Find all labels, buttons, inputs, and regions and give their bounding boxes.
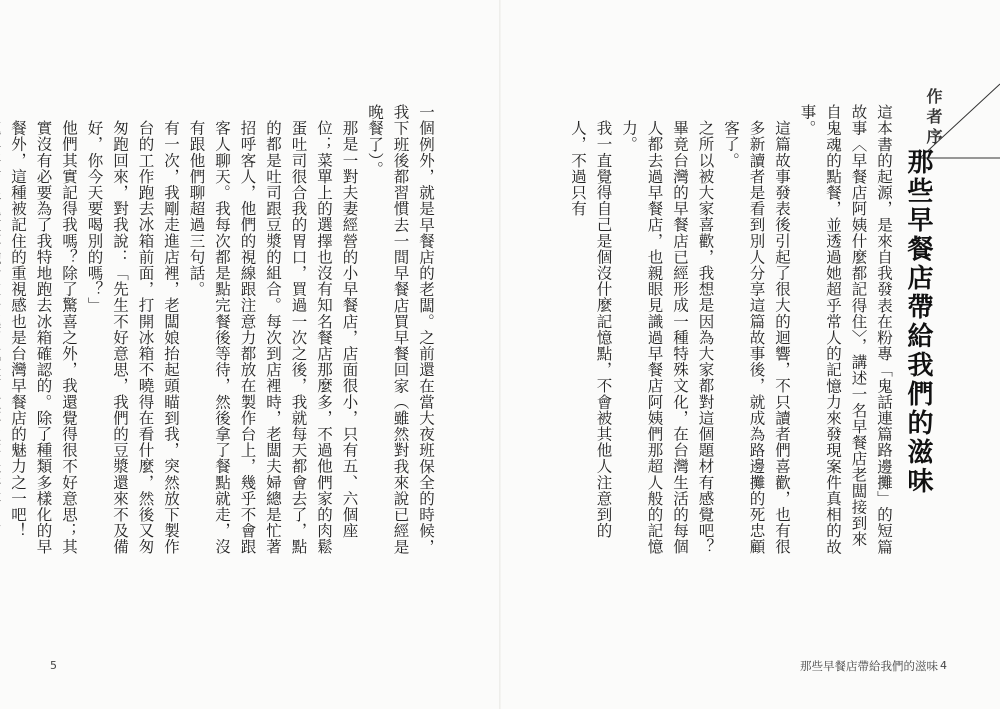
body-paragraph: 這本書的起源，是來自我發表在粉專「鬼話連篇路邊攤」的短篇故事〈早餐店阿姨什麼都記得住〉，講述一名早餐店老闆接到來自鬼魂的點餐，並透過她超乎常人的記憶力來發現案件真相的故事。 (798, 104, 893, 555)
page-number-right: 4 (940, 659, 947, 672)
body-paragraph: 有一次，我剛走進店裡，老闆娘抬起頭瞄到我，突然放下製作台的工作跑去冰箱前面，打開冰箱不曉得在看什麼，然後又匆匆跑回來，對我說：「先生不好意思，我們的豆漿還來不及備好，你今天要喝別的嗎？」 (85, 119, 180, 555)
chapter-title: 那些早餐店帶給我們的滋味 (903, 148, 933, 496)
body-paragraph: 我一直覺得自己是個沒什麼記憶點，不會被其他人注意到的人，不過只有 (569, 119, 613, 539)
body-paragraph: 這篇故事發表後引起了很大的迴響，不只讀者們喜歡，也有很多新讀者是看到別人分享這篇故事後，就成為路邊攤的死忠顧客了。 (722, 119, 791, 555)
right-page-body (560, 104, 896, 562)
body-paragraph: 他們其實記得我嗎？除了驚喜之外，我還覺得很不好意思；其實沒有必要為了我特地跑去冰箱確認的。除了種類多樣化的早餐外，這種被記住的重視感也是台灣早餐店的魅力之一吧！ (9, 119, 78, 555)
running-head: 那些早餐店帶給我們的滋味 (800, 659, 938, 673)
page-number-left: 5 (50, 659, 57, 672)
title-slash-ornament (890, 78, 1000, 158)
body-paragraph: 之所以被大家喜歡，我想是因為大家都對這個題材有感覺吧？畢竟台灣的早餐店已經形成一種特殊文化，在台灣生活的每個人都去過早餐店，也親眼見識過早餐店阿姨們那超人般的記憶力。 (620, 119, 715, 555)
preface-label: 作者序 (924, 88, 943, 148)
body-paragraph: 那是一對夫妻經營的小早餐店，店面很小，只有五、六個座位；菜單上的選擇也沒有知名餐店那麼多，不過他們家的肉鬆蛋吐司很合我的胃口，買過一次之後，我就每天都會去了，點的都是吐司跟豆漿的組合。每次到店裡時，老闆夫婦總是忙著招呼客人，他們的視線跟注意力都放在製作台上，幾乎不會跟客人聊天。我每次都是點完餐後等待，然後拿了餐點就走，沒有跟他們聊超過三句話。 (187, 119, 359, 555)
left-page-body (9, 104, 438, 562)
book-gutter (499, 0, 501, 709)
body-paragraph (0, 104, 5, 562)
body-paragraph: 一個例外，就是早餐店的老闆。之前還在當大夜班保全的時候，我下班後都習慣去一間早餐店買早餐回家（雖然對我來說已經是晚餐了）。 (366, 104, 435, 555)
